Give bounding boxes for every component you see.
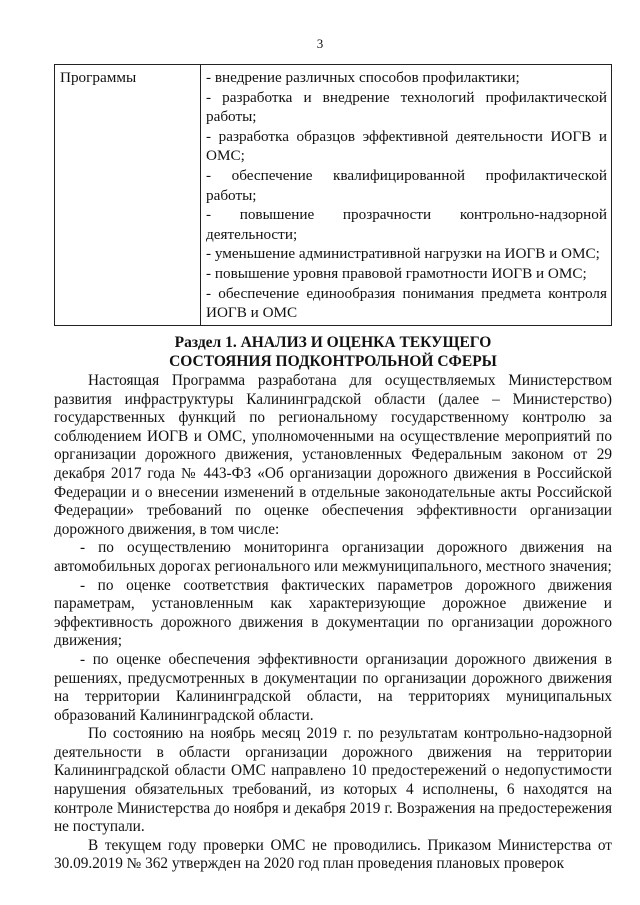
program-item: - обеспечение единообразия понимания предмета контроля ИОГВ и ОМС (206, 284, 607, 322)
program-item: - разработка образцов эффективной деятельности ИОГВ и ОМС; (206, 127, 607, 165)
program-item: - обеспечение квалифицированной профилактической работы; (206, 166, 607, 204)
programs-table (54, 64, 612, 326)
section-body (54, 372, 612, 874)
section-title-line: СОСТОЯНИЯ ПОДКОНТРОЛЬНОЙ СФЕРЫ (169, 353, 497, 370)
section-title (54, 333, 612, 371)
program-item: - уменьшение административной нагрузки на ИОГВ и ОМС; (206, 245, 600, 263)
paragraph: По состоянию на ноябрь месяц 2019 г. по результатам контрольно-надзорной деятельности в области организации дорожного движения на территории Калининградской области ОМС направлено 10 предостережений о недопустимости нарушения обязательных требований, из которых 4 исполнены, 6 находятся на контроле Министерства до ноября и декабря 2019 г. Возражения на предостережения не поступали. (54, 725, 612, 836)
paragraph-bullet: - по оценке обеспечения эффективности организации дорожного движения в решениях, предусмотренных в документации по организации дорожного движения на территории Калининградской области, на территориях муниципальных образований Калининградской области. (54, 650, 612, 724)
program-item: - повышение уровня правовой грамотности ИОГВ и ОМС; (206, 264, 587, 282)
paragraph: В текущем году проверки ОМС не проводились. Приказом Министерства от 30.09.2019 № 362 утвержден на 2020 год план проведения плановых проверок (54, 836, 612, 873)
programs-label: Программы (55, 65, 201, 326)
paragraph-bullet: - по оценке соответствия фактических параметров дорожного движения параметрам, установленным как характеризующие дорожное движение и эффективность дорожного движения в документации по организации дорожного движения; (54, 576, 612, 650)
program-item: - повышение прозрачности контрольно-надзорной деятельности; (206, 206, 607, 243)
programs-items (201, 65, 612, 326)
program-item: - внедрение различных способов профилактики; (206, 69, 520, 86)
paragraph-bullet: - по осуществлению мониторинга организации дорожного движения на автомобильных дорогах регионального или межмуниципального, местного значения; (54, 539, 612, 575)
programs-row (55, 65, 612, 326)
page-number: 3 (316, 36, 324, 51)
section-title-line: Раздел 1. АНАЛИЗ И ОЦЕНКА ТЕКУЩЕГО (174, 334, 492, 351)
paragraph: Настоящая Программа разработана для осуществляемых Министерством развития инфраструктуры Калининградской области (далее – Министерство) государственных функций по региональному государственному контролю за соблюдением ИОГВ и ОМС, уполномоченными на осуществление мероприятий по организации дорожного движения, установленных Федеральным законом от 29 декабря 2017 года № 443-ФЗ «Об организации дорожного движения в Российской Федерации и о внесении изменений в отдельные законодательные акты Российской Федерации» требований по оценке обеспечения эффективности организации дорожного движения, в том числе: (54, 372, 612, 538)
program-item: - разработка и внедрение технологий профилактической работы; (206, 88, 607, 126)
